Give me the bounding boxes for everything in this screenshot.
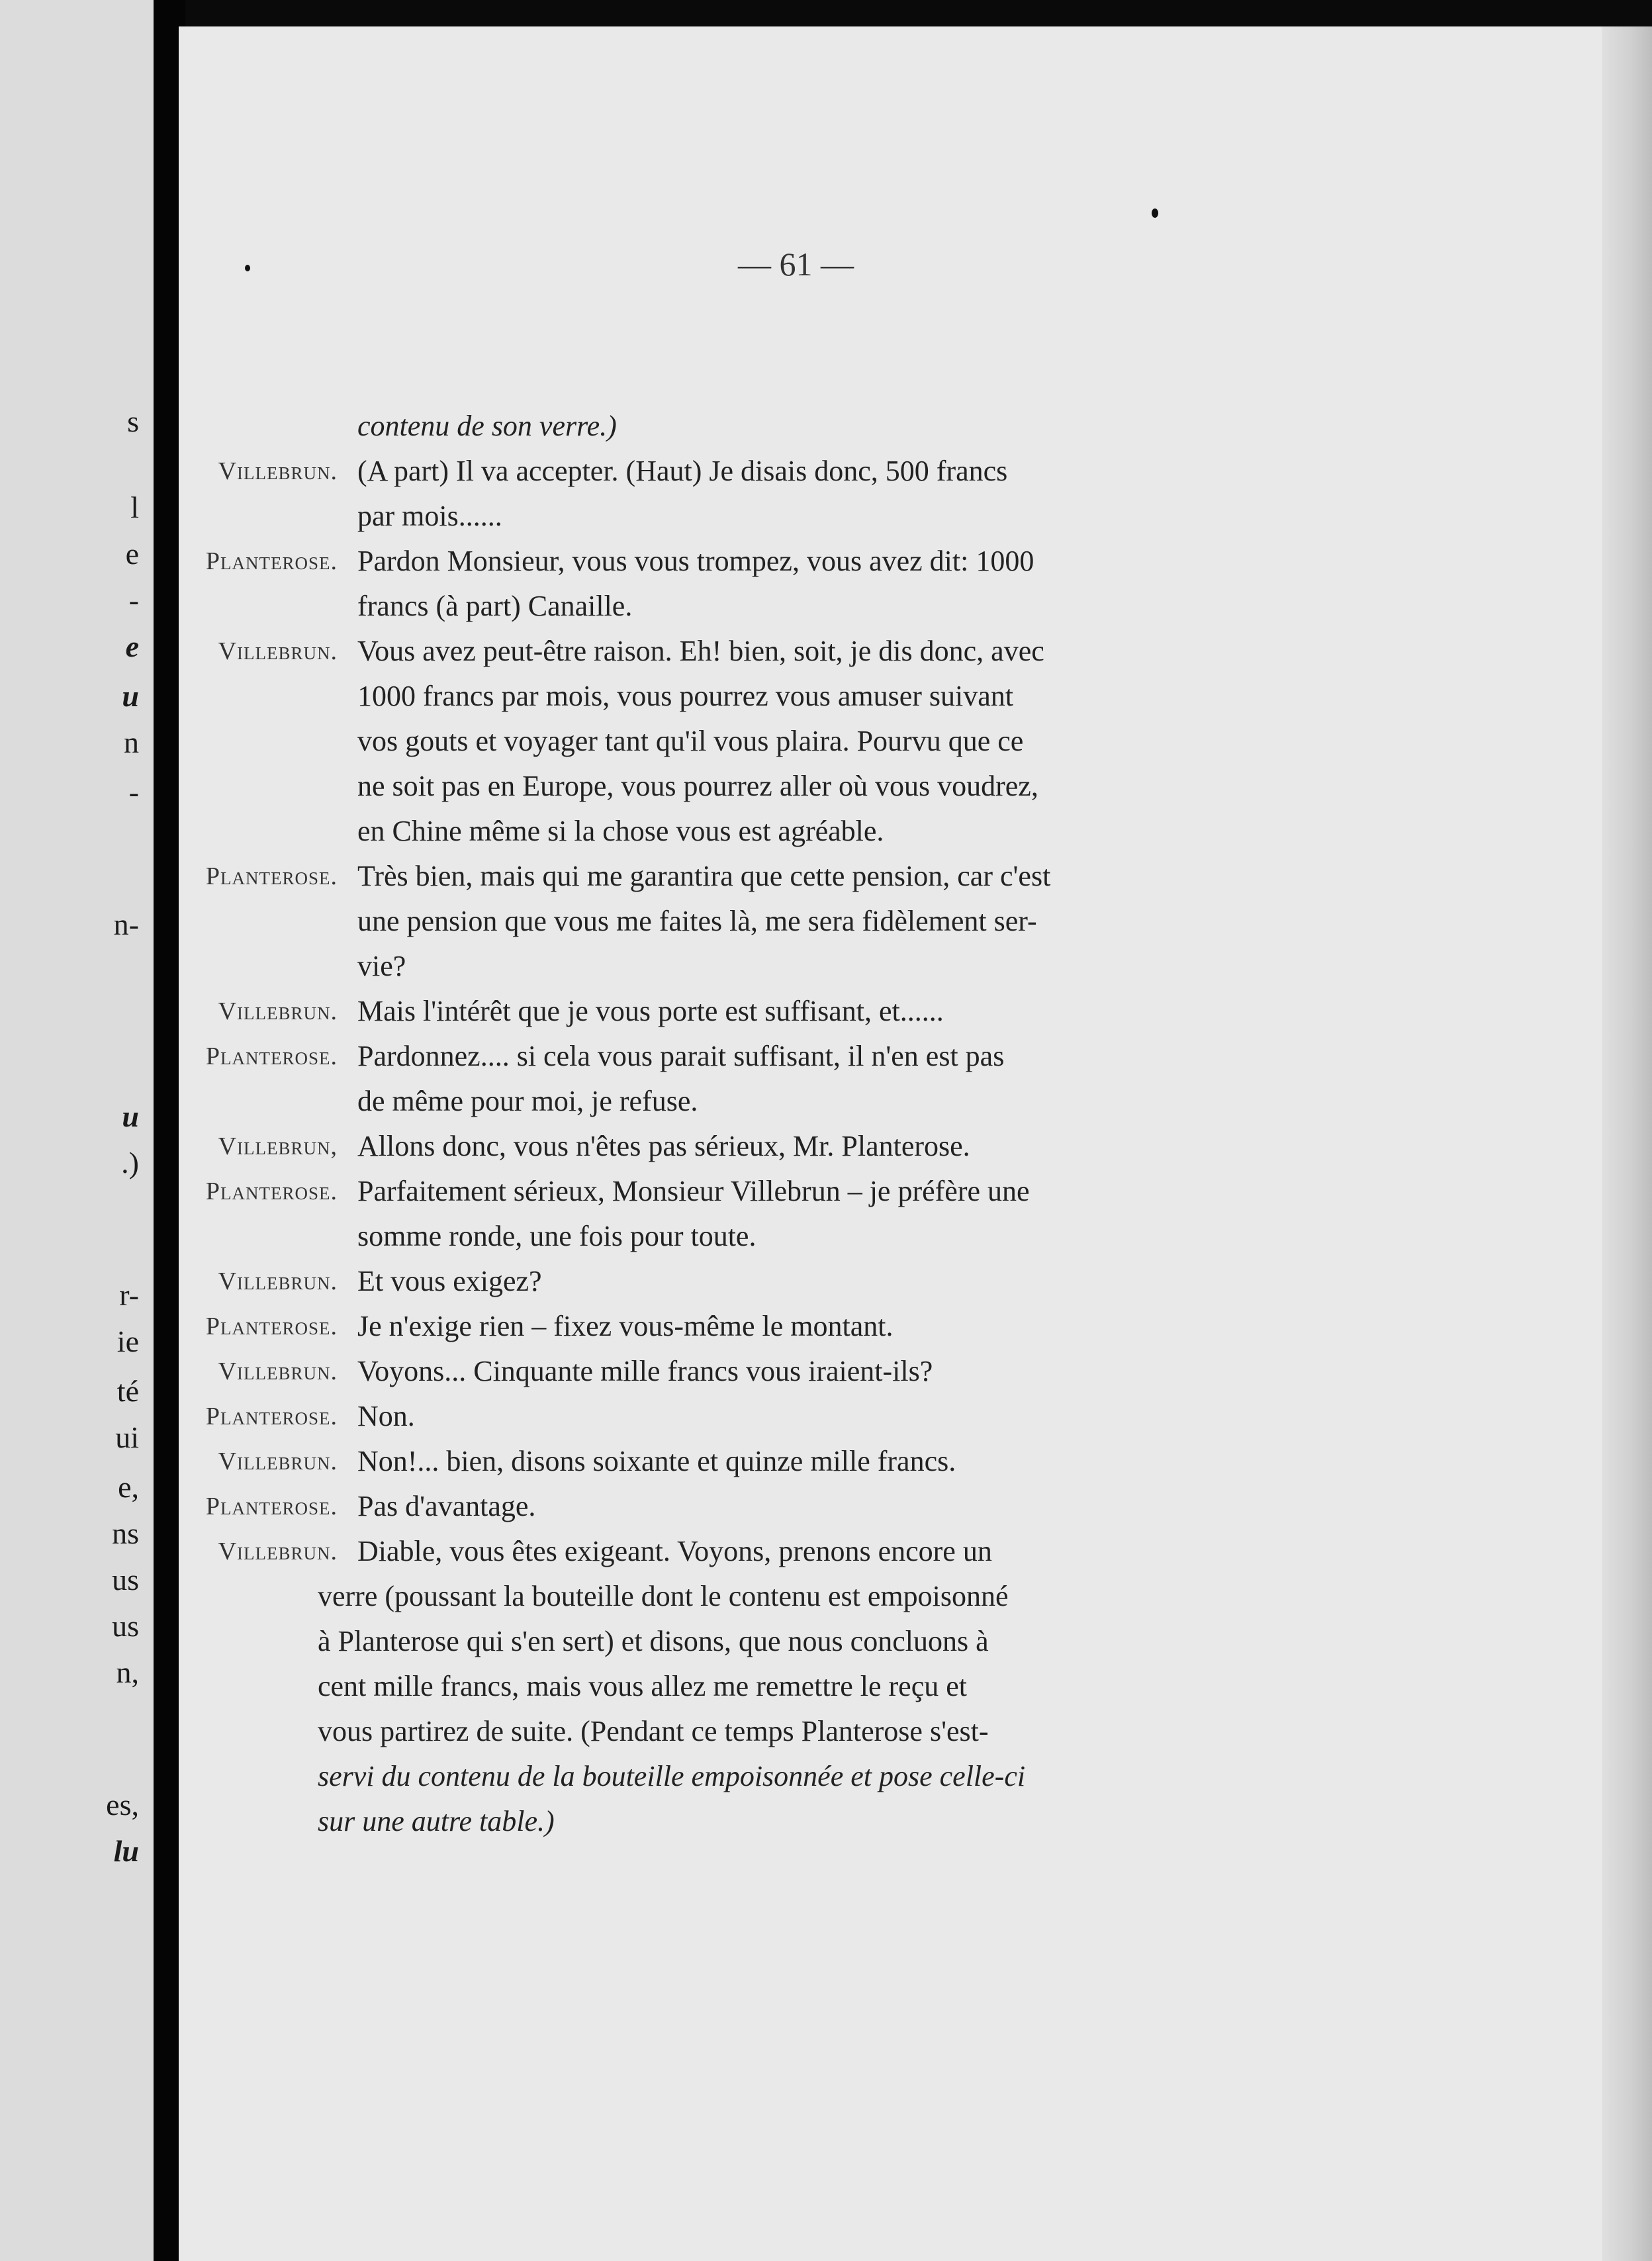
- dialogue-line: [179, 1304, 1238, 1349]
- speaker-name: Villebrun.: [218, 997, 338, 1025]
- speaker-name: Villebrun.: [218, 1268, 338, 1295]
- page-number: — 61 —: [738, 246, 854, 283]
- line-text: Je n'exige rien – fixez vous-même le montant.: [357, 1310, 894, 1342]
- line-text: Très bien, mais qui me garantira que cette pension, car c'est: [357, 860, 1051, 892]
- speaker-name: Villebrun.: [218, 1538, 338, 1565]
- dialogue-line: [179, 1034, 1238, 1079]
- left-page-text-fragment: ns: [112, 1516, 139, 1550]
- line-text: Voyons... Cinquante mille francs vous iraient-ils?: [357, 1355, 933, 1387]
- line-text: Et vous exigez?: [357, 1265, 542, 1297]
- speaker-name: Villebrun.: [218, 1448, 338, 1475]
- line-text: vous partirez de suite. (Pendant ce temps Planterose s'est-: [318, 1715, 989, 1747]
- line-text: cent mille francs, mais vous allez me remettre le reçu et: [318, 1670, 967, 1702]
- dialogue-line: [179, 719, 1238, 764]
- left-page-text-fragment: e: [125, 537, 139, 571]
- left-page-text-fragment: l: [130, 490, 139, 524]
- dialogue-line: [179, 899, 1238, 944]
- dialogue-text: [179, 404, 1238, 1844]
- line-text: Non.: [357, 1400, 415, 1432]
- line-text: ne soit pas en Europe, vous pourrez aller où vous voudrez,: [357, 770, 1038, 802]
- speaker-name: Planterose.: [205, 1313, 338, 1340]
- line-text: Allons donc, vous n'êtes pas sérieux, Mr. Planterose.: [357, 1130, 970, 1162]
- line-text: une pension que vous me faites là, me sera fidèlement ser-: [357, 905, 1037, 937]
- line-text: (A part) Il va accepter. (Haut) Je disais donc, 500 francs: [357, 455, 1008, 487]
- dialogue-line: [179, 1079, 1238, 1124]
- dialogue-line: [179, 1124, 1238, 1169]
- line-text: sur une autre table.): [318, 1805, 555, 1837]
- line-text: Pas d'avantage.: [357, 1490, 536, 1522]
- line-text: Mais l'intérêt que je vous porte est suffisant, et......: [357, 995, 944, 1027]
- dialogue-line: [179, 1574, 1238, 1619]
- left-page-text-fragment: té: [116, 1374, 139, 1408]
- left-page-text-fragment: u: [122, 1099, 139, 1133]
- speck: [1152, 208, 1158, 218]
- line-text: en Chine même si la chose vous est agréable.: [357, 815, 884, 847]
- line-text: francs (à part) Canaille.: [357, 590, 633, 622]
- left-page-text-fragment: us: [112, 1563, 139, 1596]
- speaker-name: Villebrun,: [218, 1132, 338, 1160]
- speaker-name: Planterose.: [205, 1177, 338, 1205]
- dialogue-line: [179, 809, 1238, 854]
- speaker-name: Villebrun.: [218, 637, 338, 665]
- line-text: Parfaitement sérieux, Monsieur Villebrun – je préfère une: [357, 1175, 1030, 1207]
- dialogue-line: [179, 944, 1238, 989]
- left-page-text-fragment: es,: [106, 1788, 139, 1822]
- dialogue-line: [179, 989, 1238, 1034]
- dialogue-line: [179, 1529, 1238, 1574]
- left-page-fragment: [0, 0, 159, 2261]
- dialogue-line: [179, 494, 1238, 539]
- dialogue-line: [179, 1484, 1238, 1529]
- line-text: par mois......: [357, 500, 502, 532]
- line-text: verre (poussant la bouteille dont le contenu est empoisonné: [318, 1580, 1009, 1612]
- speck: [245, 265, 250, 271]
- left-page-text-fragment: -: [128, 775, 139, 809]
- left-page-text-fragment: e,: [118, 1470, 139, 1504]
- dialogue-line: [179, 1439, 1238, 1484]
- line-text: Pardonnez.... si cela vous parait suffisant, il n'en est pas: [357, 1040, 1005, 1072]
- line-text: contenu de son verre.): [357, 410, 617, 442]
- left-page-text-fragment: n: [124, 725, 139, 759]
- speaker-name: Planterose.: [205, 547, 338, 575]
- dialogue-line: [179, 584, 1238, 629]
- dialogue-line: [179, 1214, 1238, 1259]
- dialogue-line: [179, 1349, 1238, 1394]
- left-page-text-fragment: .): [121, 1146, 139, 1179]
- dialogue-line: [179, 1619, 1238, 1664]
- dialogue-line: [179, 1169, 1238, 1214]
- line-text: Pardon Monsieur, vous vous trompez, vous avez dit: 1000: [357, 545, 1034, 577]
- left-page-text-fragment: ui: [115, 1420, 139, 1454]
- left-page-text-fragment: lu: [113, 1834, 139, 1868]
- page-right-edge: [1602, 26, 1652, 2261]
- left-page-text-fragment: us: [112, 1609, 139, 1643]
- speaker-name: Villebrun.: [218, 457, 338, 485]
- line-text: Diable, vous êtes exigeant. Voyons, prenons encore un: [357, 1535, 992, 1567]
- dialogue-line: [179, 1394, 1238, 1439]
- dialogue-line: [179, 854, 1238, 899]
- dialogue-line: [179, 539, 1238, 584]
- line-text: à Planterose qui s'en sert) et disons, que nous concluons à: [318, 1625, 989, 1657]
- speaker-name: Planterose.: [205, 1403, 338, 1430]
- left-page-text-fragment: n-: [113, 907, 139, 941]
- line-text: servi du contenu de la bouteille empoisonnée et pose celle-ci: [318, 1760, 1026, 1792]
- left-page-text-fragment: e: [125, 629, 139, 663]
- dialogue-line: [179, 629, 1238, 674]
- dialogue-line: [179, 1664, 1238, 1709]
- dialogue-line: [179, 1709, 1238, 1754]
- dialogue-line: [179, 1259, 1238, 1304]
- dialogue-line: [179, 1754, 1238, 1799]
- left-page-text-fragment: r-: [119, 1278, 139, 1312]
- speaker-name: Villebrun.: [218, 1358, 338, 1385]
- left-page-text-fragment: ie: [116, 1324, 139, 1358]
- left-page-text-fragment: s: [127, 404, 139, 438]
- dialogue-line: [179, 674, 1238, 719]
- dialogue-line: [179, 1799, 1238, 1844]
- line-text: 1000 francs par mois, vous pourrez vous amuser suivant: [357, 680, 1014, 712]
- line-text: vos gouts et voyager tant qu'il vous plaira. Pourvu que ce: [357, 725, 1024, 757]
- dialogue-line: [179, 449, 1238, 494]
- document-page: [179, 26, 1602, 2261]
- line-text: Vous avez peut-être raison. Eh! bien, soit, je dis donc, avec: [357, 635, 1044, 667]
- line-text: de même pour moi, je refuse.: [357, 1085, 698, 1117]
- dialogue-line: [179, 404, 1238, 449]
- line-text: somme ronde, une fois pour toute.: [357, 1220, 757, 1252]
- speaker-name: Planterose.: [205, 862, 338, 890]
- left-page-text-fragment: -: [128, 583, 139, 617]
- line-text: Non!... bien, disons soixante et quinze mille francs.: [357, 1445, 956, 1477]
- left-page-text-fragment: n,: [116, 1655, 139, 1689]
- left-page-text-fragment: u: [122, 679, 139, 713]
- speaker-name: Planterose.: [205, 1042, 338, 1070]
- scan-top-border: [179, 0, 1652, 26]
- dialogue-line: [179, 764, 1238, 809]
- line-text: vie?: [357, 950, 406, 982]
- speaker-name: Planterose.: [205, 1493, 338, 1520]
